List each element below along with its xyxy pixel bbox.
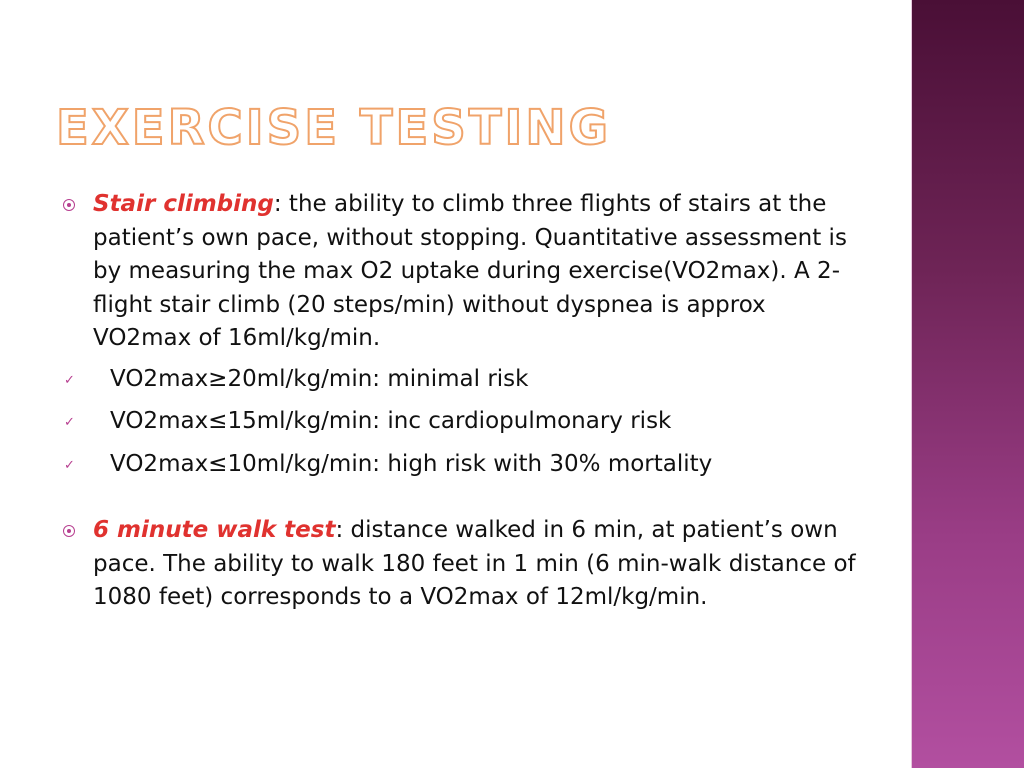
spacer [60,490,860,514]
slide-content [60,188,860,615]
term-six-minute-walk: 6 minute walk test [93,517,336,543]
check-mark-icon: ✓ [64,372,75,388]
side-band-decoration [912,0,1024,768]
check-item [60,363,860,406]
check-item [60,448,860,491]
bullet-text: : distance walked in 6 min, at patient’s own pace. The ability to walk 180 feet in 1 min (6 min-walk distance of 1080 feet) corresponds to a VO2max of 12ml/kg/min. [93,517,856,610]
circle-dot-icon [63,199,75,211]
check-list [60,363,860,491]
bullet-stair-climbing [60,188,860,356]
slide-title: EXERCISE TESTING [56,100,611,156]
check-item-text: VO2max≤10ml/kg/min: high risk with 30% mortality [110,450,713,477]
circle-dot-icon [63,525,75,537]
check-item-text: VO2max≤15ml/kg/min: inc cardiopulmonary risk [110,408,672,434]
check-mark-icon: ✓ [64,457,75,473]
check-item [60,405,860,448]
term-stair-climbing: Stair climbing [93,191,274,217]
bullet-text: : the ability to climb three flights of stairs at the patient’s own pace, without stopping. Quantitative assessment is by measuring the max O2 uptake during exercise(VO2max). A 2-flight stair climb (20 steps/min) without dyspnea is approx VO2max of 16ml/kg/min. [93,191,847,351]
check-item-text: VO2max≥20ml/kg/min: minimal risk [110,365,529,392]
bullet-six-minute-walk [60,514,860,615]
check-mark-icon: ✓ [64,415,75,430]
